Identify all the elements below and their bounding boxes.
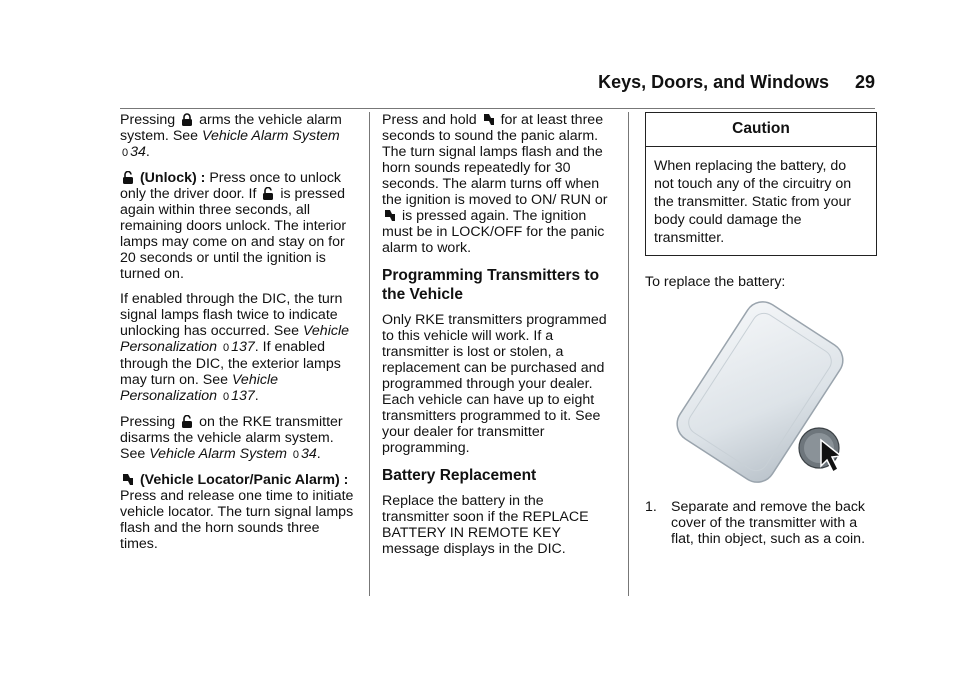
page-ref-symbol: 0	[122, 147, 129, 159]
step-number: 1.	[645, 499, 657, 515]
heading-programming: Programming Transmitters to the Vehicle	[382, 267, 600, 303]
column-divider	[628, 112, 629, 596]
programming-paragraph: Only RKE transmitters programmed to this vehicle will work. If a transmitter is lost or stolen, a replacement can be purchased and programmed through your dealer. Each vehicle can have up to eight transmitters programmed to it. See your dealer for transmitter programming.	[382, 312, 607, 456]
page-header	[560, 72, 875, 93]
horn-icon	[384, 209, 396, 222]
page-ref-137[interactable]: 137	[231, 388, 255, 404]
replace-intro: To replace the battery:	[645, 274, 786, 290]
unlock-icon	[122, 171, 134, 184]
column-2	[382, 112, 612, 566]
unlock-label: (Unlock) :	[139, 170, 206, 186]
caution-box	[645, 112, 877, 256]
step-text: Separate and remove the back cover of the transmitter with a flat, thin object, such as a coin.	[671, 499, 866, 547]
page-ref-symbol: 0	[222, 342, 230, 354]
caution-title: Caution	[646, 113, 876, 147]
dic-paragraph: If enabled through the DIC, the turn signal lamps flash twice to indicate unlocking has occurred. See Vehicle Personalization 0 137. If enabled through the DIC, the exterior lamps may turn on. See Vehicle Personalization 0 137.	[120, 291, 349, 404]
step-1	[645, 499, 877, 547]
section-title: Keys, Doors, and Windows	[598, 72, 829, 92]
alarm-paragraph: Pressing arms the vehicle alarm system. See Vehicle Alarm System 0 34.	[120, 112, 342, 160]
page-number: 29	[854, 72, 875, 92]
link-vehicle-personalization[interactable]: Vehicle Personalization	[120, 323, 349, 355]
panic-paragraph: (Vehicle Locator/Panic Alarm) : Press and release one time to initiate vehicle locator. The turn signal lamps flash and the horn sounds three times.	[120, 472, 354, 552]
transmitter-illustration	[665, 300, 855, 485]
battery-paragraph: Replace the battery in the transmitter soon if the REPLACE BATTERY IN REMOTE KEY message displays in the DIC.	[382, 493, 589, 557]
unlock-paragraph: (Unlock) : Press once to unlock only the driver door. If is pressed again within three seconds, all remaining doors unlock. The interior lamps may come on and stay on for 20 seconds or until the ignition is turned on.	[120, 170, 347, 282]
page-ref-137[interactable]: 137	[231, 339, 255, 355]
column-divider	[369, 112, 370, 596]
panic-hold-paragraph: Press and hold for at least three seconds to sound the panic alarm. The turn signal lamps flash and the horn sounds repeatedly for 30 seconds. The alarm turns off when the ignition is moved to ON/ RUN or is pressed again. The ignition must be in LOCK/OFF for the panic alarm to work.	[382, 112, 608, 256]
header-rule	[120, 108, 875, 109]
column-3	[645, 112, 877, 547]
column-1	[120, 112, 360, 561]
page-ref-34[interactable]: 34	[301, 446, 317, 462]
disarm-paragraph: Pressing on the RKE transmitter disarms the vehicle alarm system. See Vehicle Alarm System 0 34.	[120, 414, 343, 462]
heading-battery: Battery Replacement	[382, 467, 537, 484]
link-vehicle-alarm-system[interactable]: Vehicle Alarm System	[149, 446, 287, 462]
horn-icon	[483, 113, 495, 126]
caution-body: When replacing the battery, do not touch any of the circuitry on the transmitter. Static from your body could damage the transmitter.	[654, 158, 852, 246]
page-ref-34[interactable]: 34	[130, 144, 146, 160]
link-vehicle-alarm-system[interactable]: Vehicle Alarm System	[202, 128, 340, 144]
link-vehicle-personalization[interactable]: Vehicle Personalization	[120, 372, 279, 404]
panic-label: (Vehicle Locator/Panic Alarm) :	[139, 472, 349, 488]
horn-icon	[122, 473, 134, 486]
page-ref-symbol: 0	[292, 449, 299, 461]
unlock-icon	[181, 415, 193, 428]
lock-icon	[181, 113, 193, 126]
unlock-icon	[262, 187, 274, 200]
page-ref-symbol: 0	[222, 391, 230, 403]
